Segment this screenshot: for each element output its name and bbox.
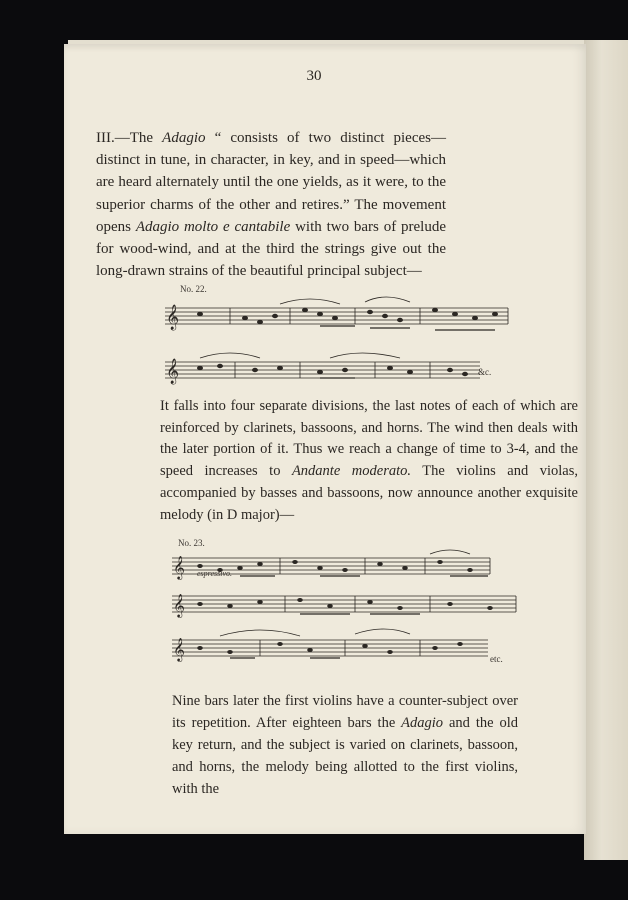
music-example-23 (170, 548, 520, 672)
italic-term: Adagio (162, 130, 206, 146)
example-end-mark-22: &c. (478, 367, 492, 377)
example-end-mark-23: etc. (490, 654, 503, 664)
svg-text:𝄞: 𝄞 (166, 359, 180, 384)
expression-mark: espressivo. (197, 569, 233, 578)
svg-text:𝄞: 𝄞 (173, 593, 185, 617)
example-label-22: No. 22. (180, 284, 207, 294)
text: and the old key return, and the subject is varied on clarinets, bassoon, and horns, the melody being allotted to the first violins, with the (172, 715, 518, 797)
svg-text:𝄞: 𝄞 (166, 305, 180, 330)
page-number: 30 (306, 68, 322, 84)
text: “ consists of two distinct pieces—distinct in tune, in character, in key, and in speed—which are heard alternately until the one yields, as it were, to the superior charms of the other and retires.” The movement opens (96, 130, 446, 235)
italic-term: Adagio (401, 715, 444, 731)
svg-text:𝄞: 𝄞 (173, 637, 185, 661)
text: III.—The (96, 130, 163, 146)
paragraph-variation (172, 690, 518, 800)
paragraph-divisions (160, 396, 578, 526)
svg-text:𝄞: 𝄞 (173, 555, 185, 579)
italic-term: Andante moderato. (291, 463, 411, 480)
text: It falls into four separate divisions, the last notes of each of which are reinforced by clarinets, bassoons, and horns. The wind then deals with the later portion of it. Thus we reach a change of time to 3-4, and the speed increases to (160, 398, 578, 480)
next-page-edge (584, 40, 628, 860)
text: with two bars of prelude for wood-wind, and at the third the strings give out the long-drawn strains of the beautiful principal subject— (96, 218, 446, 280)
text: The violins and violas, accompanied by basses and bassoons, now announce another exquisite melody (in D major)— (160, 463, 578, 523)
italic-term: Adagio molto e cantabile (135, 218, 291, 235)
text: Nine bars later the first violins have a counter-subject over its repetition. After eighteen bars the (172, 693, 518, 731)
paragraph-adagio-intro (96, 127, 446, 282)
music-example-22 (160, 296, 520, 386)
example-label-23: No. 23. (178, 538, 205, 548)
